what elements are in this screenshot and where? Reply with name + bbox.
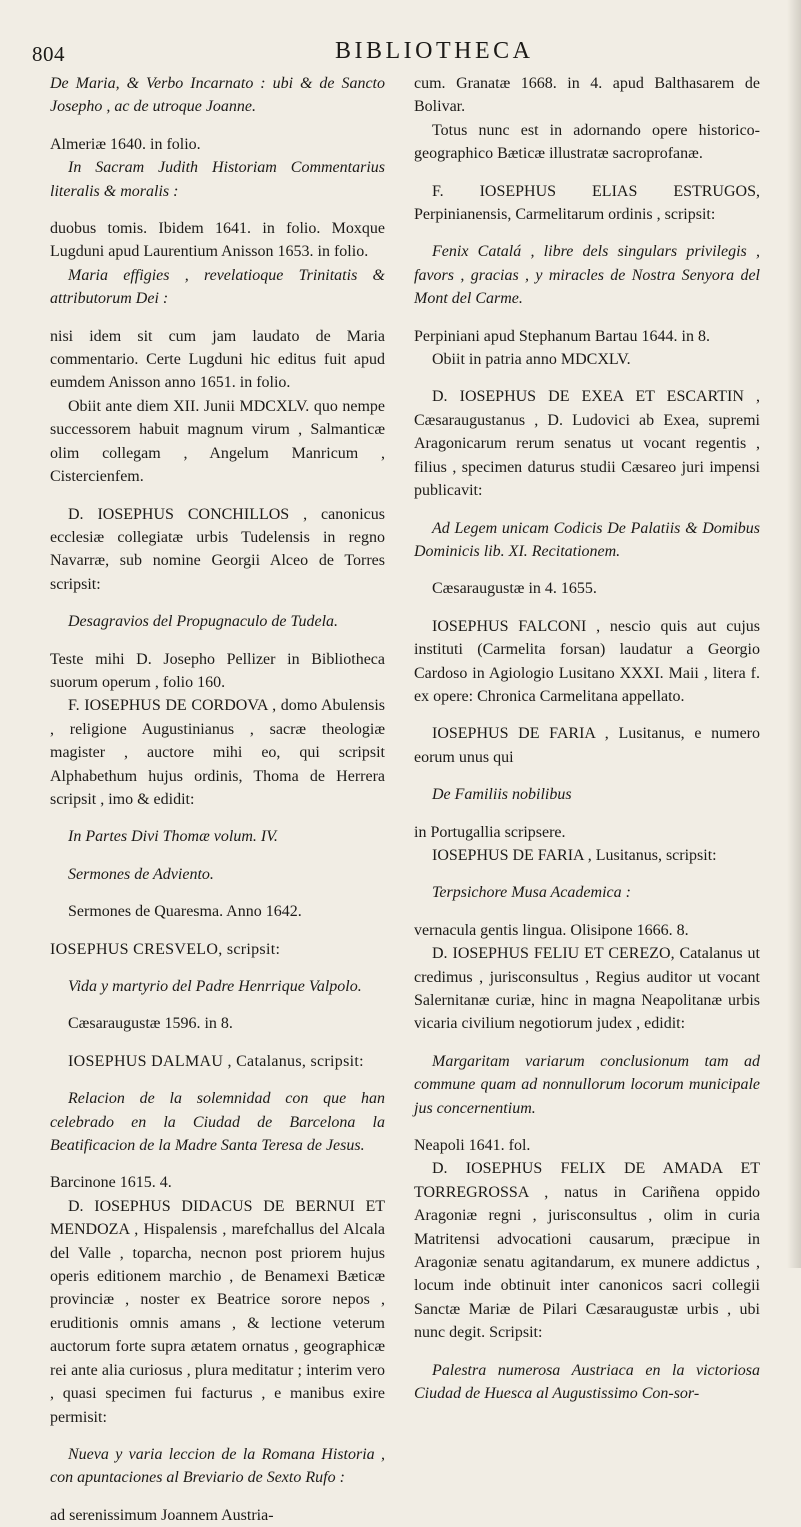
page-edge-shadow [787,0,801,1268]
paragraph: Obiit in patria anno MDCXLV. [432,351,631,369]
paragraph: IOSEPHUS FALCONI , nescio quis aut cujus instituti (Carmelita forsan) laudatur a Georgio Cardoso in Agiologio Lusitano XXXI. Maii , litera f. ex opere: Chronica Carmelitana appellato. [414,617,760,705]
paragraph: IOSEPHUS CRESVELO, scripsit: [50,940,281,958]
page-number: 804 [32,42,65,66]
paragraph: F. IOSEPHUS ELIAS ESTRUGOS, Perpinianensis, Carmelitarum ordinis , scripsit: [414,182,760,224]
left-column [50,72,385,1527]
paragraph: D. IOSEPHUS DIDACUS DE BERNUI ET MENDOZA , Hispalensis , marefchallus del Alcala del Valle , toparcha, necnon post priorem hujus operis editionem marchio , de Benamexi Bæticæ provinciæ , noster ex Beatrice sorore nepos , eruditionis omnis amans , & lectione veterum auctorum forte supra ætatem ornatus , geographicæ rei ante alia curiosus , plura meditatur ; interim vero , quasi specimen fui facturus , e manibus exire permisit: [50,1197,385,1426]
right-column [414,72,760,1420]
paragraph: Cæsaraugustæ 1596. in 8. [68,1015,233,1033]
paragraph: Totus nunc est in adornando opere historico-geographico Bæticæ illustratæ sacroprofanæ. [414,121,760,163]
paragraph: Vida y martyrio del Padre Henrrique Valpolo. [68,978,362,995]
paragraph: Desagravios del Propugnaculo de Tudela. [68,613,339,631]
paragraph: D. IOSEPHUS FELIU ET CEREZO, Catalanus ut credimus , jurisconsultus , Regius auditor ut vocant Salernitanæ curiæ, hinc in magna Neapolitanæ urbis vicaria civilium negotiorum judex , edidit: [414,945,760,1033]
paragraph: Cæsaraugustæ in 4. 1655. [432,580,597,598]
paragraph: In Partes Divi Thomæ volum. IV. [68,828,278,846]
paragraph: Margaritam variarum conclusionum tam ad commune quam ad nonnullorum locorum municipale jus concernentium. [414,1052,760,1117]
paragraph: Maria effigies , revelatioque Trinitatis & attributorum Dei : [50,266,385,308]
paragraph: duobus tomis. Ibidem 1641. in folio. Moxque Lugduni apud Laurentium Anisson 1653. in folio. [50,220,385,261]
paragraph: Ad Legem unicam Codicis De Palatiis & Domibus Dominicis lib. XI. Recitationem. [414,519,760,560]
paragraph: Almeriæ 1640. in folio. [50,135,201,153]
paragraph: Palestra numerosa Austriaca en la victoriosa Ciudad de Huesca al Augustissimo Con-sor- [414,1361,760,1403]
paragraph: Barcinone 1615. 4. [50,1174,172,1192]
paragraph: Obiit ante diem XII. Junii MDCXLV. quo nempe successorem habuit magnum virum , Salmanticæ olim collegam , Angelum Manricum , Cistercienfem. [50,397,385,486]
paragraph: Fenix Catalá , libre dels singulars privilegis , favors , gracias , y miracles de Nostra Senyora del Mont del Carme. [414,243,760,308]
paragraph: In Sacram Judith Historiam Commentarius literalis & moralis : [50,159,385,200]
paragraph: D. IOSEPHUS CONCHILLOS , canonicus ecclesiæ collegiatæ urbis Tudelensis in regno Navarræ, sub nomine Georgii Alceo de Torres scripsit: [50,505,385,593]
paragraph: De Maria, & Verbo Incarnato : ubi & de Sancto Josepho , ac de utroque Joanne. [50,75,385,116]
paragraph: vernacula gentis lingua. Olisipone 1666. 8. [414,921,689,939]
paragraph: D. IOSEPHUS FELIX DE AMADA ET TORREGROSSA , natus in Cariñena oppido Aragoniæ regni , jurisconsultus , olim in curia Matritensi advocationi causarum, præcipue in Aragoniæ senatu agitandarum, ex munere addictus , locum inde obtinuit inter canonicos sacri collegii Sanctæ Mariæ de Pilari Cæsaraugustæ urbis , ubi nunc degit. Scripsit: [414,1160,760,1342]
paragraph: IOSEPHUS DALMAU , Catalanus, scripsit: [68,1052,364,1070]
paragraph: nisi idem sit cum jam laudato de Maria commentario. Certe Lugduni hic editus fuit apud eumdem Anisson anno 1651. in folio. [50,327,385,392]
paragraph: Relacion de la solemnidad con que han celebrado en la Ciudad de Barcelona la Beatificacion de la Madre Santa Teresa de Jesus. [50,1090,385,1155]
paragraph: Nueva y varia leccion de la Romana Historia , con apuntaciones al Breviario de Sexto Rufo : [50,1445,385,1487]
paragraph: in Portugallia scripsere. [414,823,566,841]
paragraph: cum. Granatæ 1668. in 4. apud Balthasarem de Bolivar. [414,75,760,116]
paragraph: Sermones de Quaresma. Anno 1642. [68,903,302,921]
paragraph: Sermones de Adviento. [68,865,214,883]
paragraph: Teste mihi D. Josepho Pellizer in Bibliotheca suorum operum , folio 160. [50,650,385,691]
paragraph: De Familiis nobilibus [432,786,572,804]
paragraph: Perpiniani apud Stephanum Bartau 1644. in 8. [414,327,710,345]
paragraph: Terpsichore Musa Academica : [432,884,631,902]
paragraph: F. IOSEPHUS DE CORDOVA , domo Abulensis , religione Augustinianus , sacræ theologiæ magister , auctore mihi eo, qui scripsit Alphabethum hujus ordinis, Thoma de Herrera scripsit , imo & edidit: [50,697,385,808]
paragraph: IOSEPHUS DE FARIA , Lusitanus, e numero eorum unus qui [414,725,760,766]
page-header [0,34,801,68]
paragraph: ad serenissimum Joannem Austria- [50,1506,274,1524]
paragraph: Neapoli 1641. fol. [414,1137,531,1155]
paragraph: IOSEPHUS DE FARIA , Lusitanus, scripsit: [432,846,717,864]
running-title: BIBLIOTHECA [335,38,534,64]
paragraph: D. IOSEPHUS DE EXEA ET ESCARTIN , Cæsaraugustanus , D. Ludovici ab Exea, supremi Aragonicarum rerum senatus ut vocant regentis , filius , specimen daturus studii Cæsareo juri impensi publicavit: [414,388,760,500]
